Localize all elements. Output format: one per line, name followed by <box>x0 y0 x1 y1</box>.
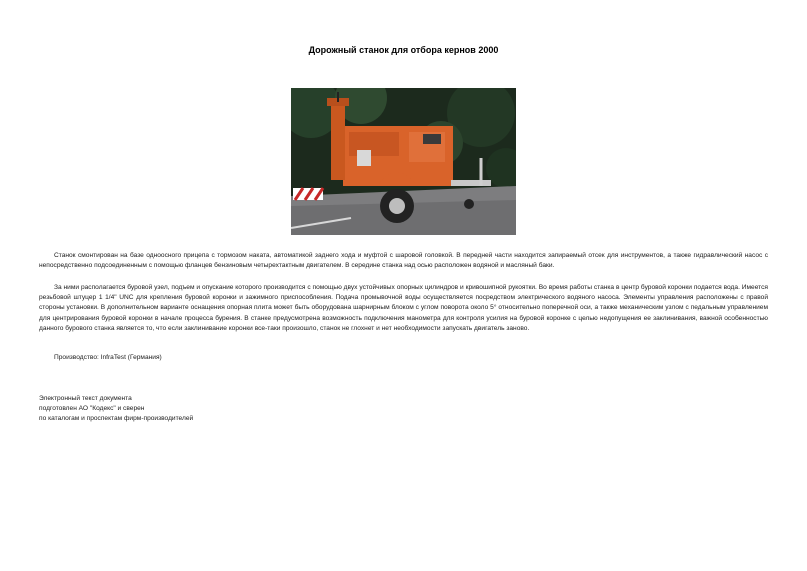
footer-line: Электронный текст документа <box>39 395 132 402</box>
document-title: Дорожный станок для отбора кернов 2000 <box>308 45 499 55</box>
footer-line: подготовлен АО "Кодекс" и сверен <box>39 405 145 412</box>
document-footer <box>39 394 193 424</box>
paragraph-manufacturer: Производство: InfraTest (Германия) <box>54 354 162 361</box>
paragraph-1: Станок смонтирован на базе одноосного прицепа с тормозом наката, автоматикой заднего хода и муфтой с шаровой головкой. В передней части находится запираемый отсек для инструментов, а также гидравлический насос с непосредственно подсоединенным с помощью фланцев бензиновым четырехтактным двигателем. В середине станка над осью расположен водяной и масляный баки. <box>39 252 768 270</box>
paragraph-2: За ними располагается буровой узел, подъем и опускание которого производится с помощью двух устойчивых опорных цилиндров и кривошипной рукоятки. Во время работы станка в центр буровой коронки подается вода. Имеется резьбовой штуцер 1 1/4" UNC для крепления буровой коронки и зажимного приспособления. Подача промывочной воды осуществляется посредством электрического водяного насоса. Элементы управления расположены с правой стороны установки. В дополнительном варианте оснащения опорная плита может быть оборудована шарнирным блоком с углом поворота около 5° относительно поперечной оси, а также механическим узлом с педальным управлением для центрирования буровой коронки в начале процесса бурения. В станке предусмотрена возможность подключения манометра для контроля усилия на буровой коронке с целью недопущения ее заклинивания, важной особенностью данного бурового станка является то, что если заклинивание коронки все-таки произошло, станок не глохнет и нет необходимости запускать двигатель заново. <box>39 284 768 332</box>
core-drilling-machine-photo <box>291 88 516 235</box>
footer-line: по каталогам и проспектам фирм-производителей <box>39 415 194 422</box>
